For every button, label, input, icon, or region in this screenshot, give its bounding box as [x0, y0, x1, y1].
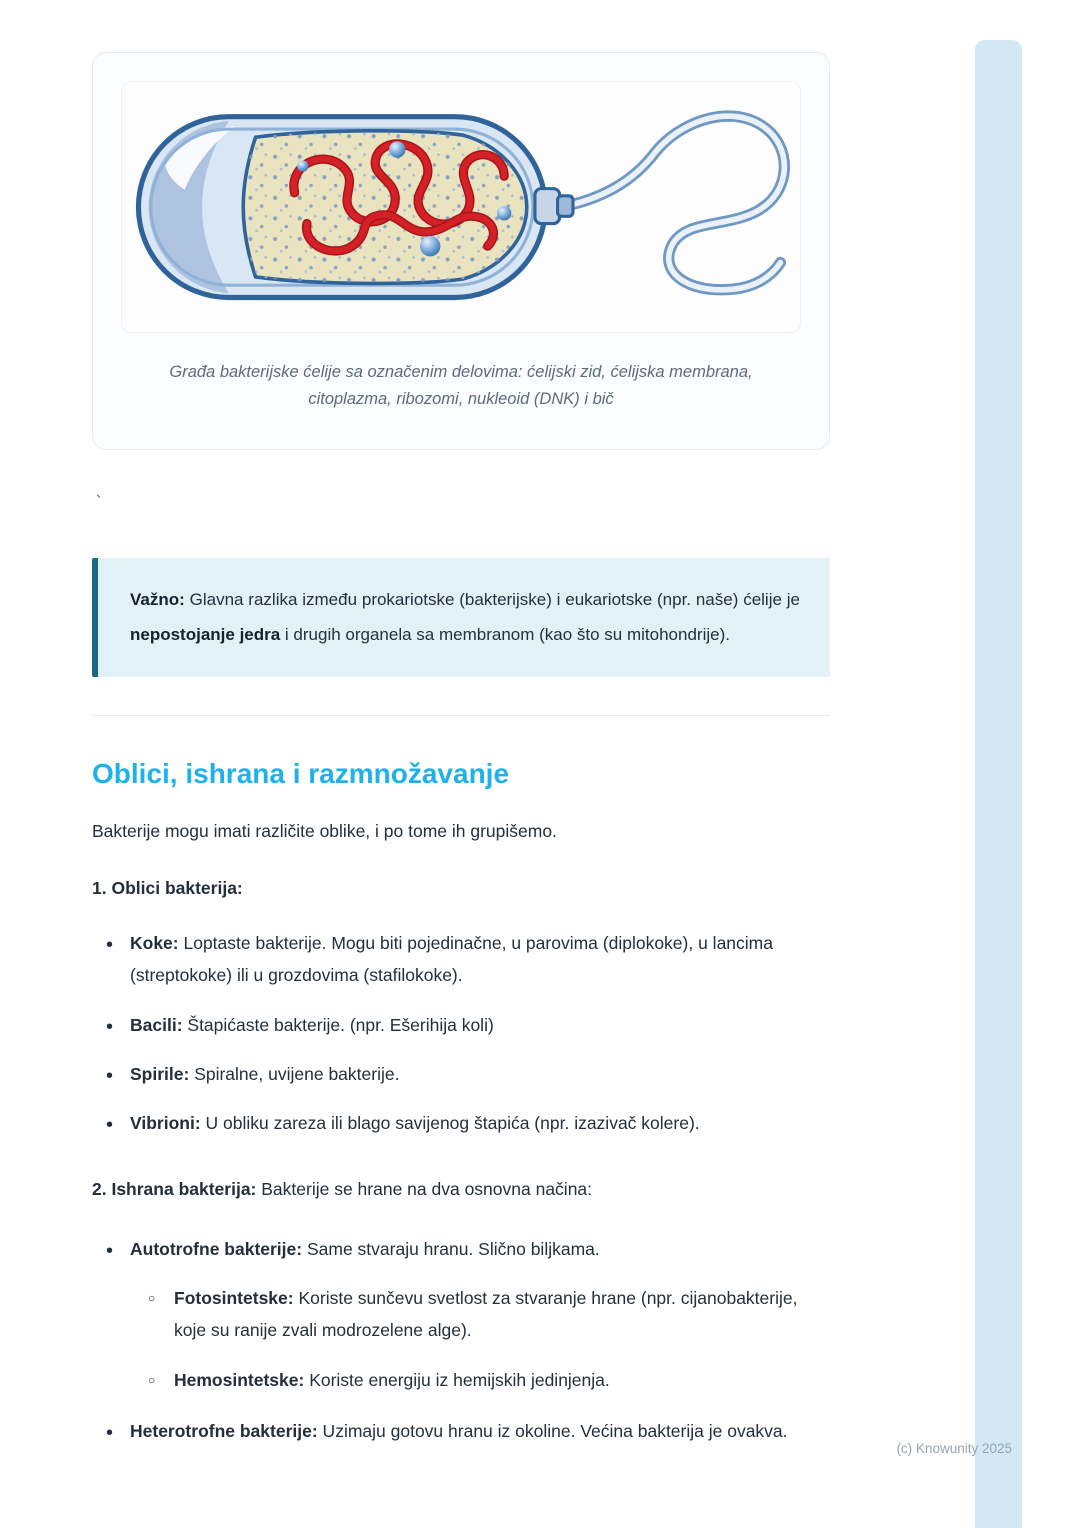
intro-paragraph: Bakterije mogu imati različite oblike, i po tome ih grupišemo. [92, 821, 557, 842]
bullet-icon [106, 1058, 113, 1095]
term-text: Koriste sunčevu svetlost za stvaranje hrane (npr. cijanobakterije, koje su ranije zvali modrozelene alge). [174, 1287, 798, 1341]
term-bold: Hemosintetske: [174, 1370, 305, 1391]
list-item-text [130, 1064, 399, 1084]
list-item-text [174, 1370, 610, 1390]
nutrition-title-text: Bakterije se hrane na dva osnovna načina: [256, 1178, 593, 1199]
bullet-icon [106, 1107, 113, 1144]
callout-text [130, 583, 800, 653]
term-text: Koriste energiju iz hemijskih jedinjenja. [304, 1370, 610, 1391]
list-item-text [130, 1113, 700, 1133]
term-bold: Spirile: [130, 1064, 190, 1085]
term-text: Same stvaraju hranu. Slično biljkama. [302, 1239, 600, 1260]
bullet-icon [106, 1233, 113, 1270]
list-item-text [130, 1015, 494, 1035]
circle-bullet-icon [148, 1364, 155, 1396]
shapes-list [92, 927, 830, 1140]
list-item [106, 927, 830, 992]
stray-backtick: ` [96, 493, 102, 511]
list-item [106, 1415, 830, 1447]
sub-list-item [148, 1364, 830, 1396]
callout-bold-vazno: Važno: [130, 589, 185, 609]
list-item-text [174, 1288, 797, 1340]
nutrition-list [92, 1233, 830, 1447]
nutrition-title-bold: 2. Ishrana bakterija: [92, 1178, 257, 1199]
nutrition-title [92, 1174, 830, 1206]
section-divider [92, 715, 830, 716]
page-edge-strip [975, 40, 1022, 1528]
callout-text-1: Glavna razlika između prokariotske (bakterijske) i eukariotske (npr. naše) ćelije je [184, 589, 800, 609]
list-item [106, 1233, 830, 1397]
shapes-title: 1. Oblici bakterija: [92, 877, 243, 898]
list-item [106, 1009, 830, 1041]
term-bold: Autotrofne bakterije: [130, 1239, 303, 1260]
figure-card [92, 52, 830, 450]
term-text: Spiralne, uvijene bakterije. [189, 1064, 400, 1085]
figure-caption: Građa bakterijske ćelije sa označenim delovima: ćelijski zid, ćelijska membrana, citoplazma, ribozomi, nukleoid (DNK) i bič [169, 363, 753, 409]
list-item-text [130, 933, 773, 985]
term-text: Uzimaju gotovu hranu iz okoline. Većina bakterija je ovakva. [317, 1420, 788, 1441]
bacterium-cell-diagram-svg [122, 90, 800, 328]
section-heading: Oblici, ishrana i razmnožavanje [92, 758, 510, 790]
callout-bold-jedro: nepostojanje jedra [130, 624, 281, 644]
term-bold: Vibrioni: [130, 1113, 201, 1134]
callout-text-2: i drugih organela sa membranom (kao što su mitohondrije). [280, 624, 730, 644]
list-item [106, 1107, 830, 1139]
document-page [92, 52, 830, 1479]
copyright-footer: (c) Knowunity 2025 [896, 1441, 1012, 1456]
flagellum [570, 116, 784, 290]
list-item [106, 1058, 830, 1090]
autotrophic-sublist [130, 1282, 830, 1397]
term-text: U obliku zareza ili blago savijenog štapića (npr. izazivač kolere). [200, 1113, 700, 1134]
bullet-icon [106, 1415, 113, 1452]
sub-list-item [148, 1282, 830, 1347]
bacterium-illustration [121, 81, 801, 333]
important-callout [92, 558, 830, 678]
term-text: Loptaste bakterije. Mogu biti pojedinačne, u parovima (diplokoke), u lancima (streptokoke) ili u grozdovima (stafilokoke). [130, 932, 773, 986]
term-bold: Fotosintetske: [174, 1287, 294, 1308]
term-bold: Bacili: [130, 1014, 183, 1035]
list-item-text [130, 1421, 788, 1441]
circle-bullet-icon [148, 1282, 155, 1314]
term-text: Štapićaste bakterije. (npr. Ešerihija koli) [182, 1014, 494, 1035]
flagellum-basal-body [535, 189, 573, 224]
list-item-text [130, 1239, 600, 1259]
term-bold: Koke: [130, 932, 179, 953]
bullet-icon [106, 1009, 113, 1046]
bullet-icon [106, 927, 113, 964]
term-bold: Heterotrofne bakterije: [130, 1420, 318, 1441]
